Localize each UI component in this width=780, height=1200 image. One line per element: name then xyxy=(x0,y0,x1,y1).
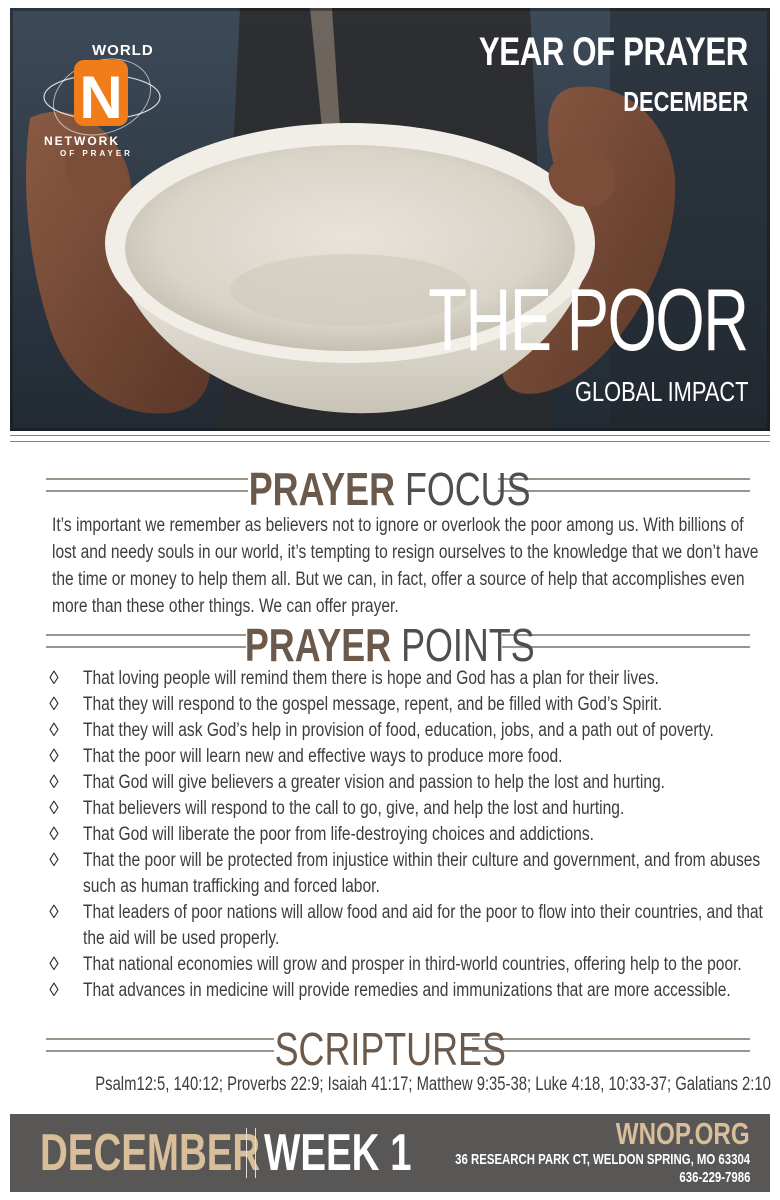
prayer-point-text: That the poor will learn new and effective ways to produce more food. xyxy=(83,746,563,767)
scripture-references xyxy=(0,1074,780,1096)
hero-image xyxy=(10,8,770,431)
prayer-point-text: That national economies will grow and prosper in third-world countries, offering help to the poor. xyxy=(83,954,742,975)
series-month: DECEMBER xyxy=(623,86,748,117)
topic-title: THE POOR xyxy=(428,270,748,369)
list-item xyxy=(48,692,780,718)
website-link[interactable]: WNOP.ORG xyxy=(616,1116,750,1151)
svg-text:N: N xyxy=(79,64,123,131)
logo-of-prayer-text: OF PRAYER xyxy=(60,149,133,158)
footer-month: DECEMBER xyxy=(40,1124,261,1182)
footer-week: WEEK 1 xyxy=(264,1124,412,1182)
diamond-bullet-icon: ◊ xyxy=(49,694,59,715)
topic-subtitle: GLOBAL IMPACT xyxy=(574,376,748,407)
footer-phone: 636-229-7986 xyxy=(678,1169,750,1186)
heading-light: FOCUS xyxy=(405,463,531,515)
prayer-point-text: That God will liberate the poor from life-destroying choices and addictions. xyxy=(83,824,594,845)
footer-address: 36 RESEARCH PARK CT, WELDON SPRING, MO 63304 xyxy=(455,1151,750,1168)
hero-divider-bottom xyxy=(10,441,770,442)
heading-scriptures: SCRIPTURES xyxy=(274,1023,506,1075)
series-title: YEAR OF PRAYER xyxy=(478,30,748,74)
list-item xyxy=(48,900,780,952)
list-item xyxy=(48,666,780,692)
diamond-bullet-icon: ◊ xyxy=(49,902,59,923)
prayer-point-text: That God will give believers a greater vision and passion to help the lost and hurting. xyxy=(83,772,665,793)
prayer-point-text: That the poor will be protected from injustice within their culture and government, and from abuses such as human trafficking and forced labor. xyxy=(83,850,761,897)
logo-network-text: NETWORK xyxy=(44,134,120,148)
scriptures-heading xyxy=(0,1024,780,1074)
diamond-bullet-icon: ◊ xyxy=(49,954,59,975)
prayer-points-list xyxy=(48,666,780,1004)
heading-light: POINTS xyxy=(401,619,535,671)
logo-world-text: WORLD xyxy=(92,42,154,59)
list-item xyxy=(48,796,780,822)
diamond-bullet-icon: ◊ xyxy=(49,980,59,1001)
prayer-focus-heading xyxy=(0,464,780,514)
diamond-bullet-icon: ◊ xyxy=(49,772,59,793)
heading-strong: PRAYER xyxy=(249,463,396,515)
list-item xyxy=(48,718,780,744)
wnop-logo xyxy=(40,42,170,162)
prayer-point-text: That advances in medicine will provide remedies and immunizations that are more accessible. xyxy=(83,980,731,1001)
list-item xyxy=(48,744,780,770)
prayer-point-text: That they will ask God’s help in provision of food, education, jobs, and a path out of poverty. xyxy=(83,720,714,741)
diamond-bullet-icon: ◊ xyxy=(49,850,59,871)
list-item xyxy=(48,952,780,978)
diamond-bullet-icon: ◊ xyxy=(49,746,59,767)
heading-strong: PRAYER xyxy=(245,619,392,671)
footer-separator xyxy=(246,1128,256,1178)
prayer-point-text: That they will respond to the gospel message, repent, and be filled with God’s Spirit. xyxy=(83,694,663,715)
scripture-refs-text: Psalm12:5, 140:12; Proverbs 22:9; Isaiah 41:17; Matthew 9:35-38; Luke 4:18, 10:33-37; Galatians 2:10 xyxy=(95,1074,771,1095)
prayer-point-text: That leaders of poor nations will allow food and aid for the poor to flow into their countries, and that the aid will be used properly. xyxy=(83,902,763,949)
diamond-bullet-icon: ◊ xyxy=(49,798,59,819)
focus-paragraph: It’s important we remember as believers not to ignore or overlook the poor among us. With billions of lost and needy souls in our world, it’s tempting to resign ourselves to the knowledge that we don’t have the time or money to help them all. But we can, in fact, offer a source of help that accomplishes even more than these other things. We can offer prayer. xyxy=(52,515,759,617)
footer-bar xyxy=(10,1114,770,1192)
list-item xyxy=(48,848,780,900)
prayer-point-text: That loving people will remind them there is hope and God has a plan for their lives. xyxy=(83,668,659,689)
prayer-points-heading xyxy=(0,620,780,670)
diamond-bullet-icon: ◊ xyxy=(49,668,59,689)
list-item xyxy=(48,978,780,1004)
hero-divider-top xyxy=(10,435,770,436)
prayer-point-text: That believers will respond to the call to go, give, and help the lost and hurting. xyxy=(83,798,625,819)
diamond-bullet-icon: ◊ xyxy=(49,824,59,845)
list-item xyxy=(48,770,780,796)
diamond-bullet-icon: ◊ xyxy=(49,720,59,741)
list-item xyxy=(48,822,780,848)
